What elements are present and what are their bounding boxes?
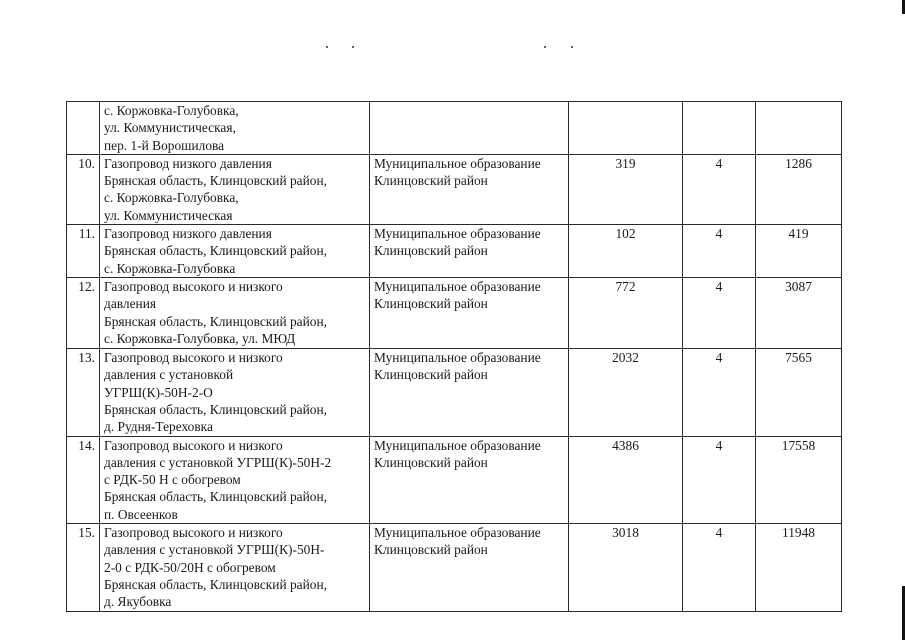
table-row (67, 154, 842, 224)
scan-speck (544, 46, 546, 48)
owner-line: Клинцовский район (374, 542, 488, 558)
table-row (67, 524, 842, 611)
row-number-cell: 14. (67, 436, 100, 523)
scan-speck (326, 46, 328, 48)
pipeline-name-cell (100, 154, 370, 224)
table-row (67, 225, 842, 278)
pipeline-name-cell (100, 436, 370, 523)
owner-line: Клинцовский район (374, 243, 488, 259)
row-number-cell: 11. (67, 225, 100, 278)
value-cell: 11948 (756, 524, 842, 611)
owner-line: Муниципальное образование (374, 226, 541, 242)
name-line: с. Коржовка-Голубовка, (104, 103, 239, 118)
name-line: Газопровод низкого давления (104, 155, 272, 171)
pipeline-name-cell (100, 102, 370, 155)
owner-cell (370, 225, 569, 278)
owner-line: Муниципальное образование (374, 155, 541, 171)
length-cell: 772 (569, 278, 683, 349)
row-number-cell: 10. (67, 154, 100, 224)
pipeline-name-cell (100, 524, 370, 611)
owner-line: Клинцовский район (374, 454, 488, 470)
owner-line: Муниципальное образование (374, 350, 541, 366)
table-row (67, 102, 842, 155)
table-body (67, 102, 842, 612)
pipeline-name-cell (100, 349, 370, 436)
name-line: Брянская область, Клинцовский район, (104, 489, 327, 505)
owner-cell (370, 524, 569, 611)
value-cell (756, 102, 842, 155)
row-number-cell: 12. (67, 278, 100, 349)
row-number-cell: 13. (67, 349, 100, 436)
value-cell: 1286 (756, 154, 842, 224)
owner-line: Клинцовский район (374, 367, 488, 383)
owner-line: Муниципальное образование (374, 437, 541, 453)
name-line: Брянская область, Клинцовский район, (104, 243, 327, 259)
scan-speck (571, 46, 573, 48)
name-line: с РДК-50 Н с обогревом (104, 472, 241, 488)
length-cell: 4386 (569, 436, 683, 523)
table-row (67, 349, 842, 436)
name-line: Газопровод низкого давления (104, 226, 272, 242)
value-cell: 7565 (756, 349, 842, 436)
name-line: давления с установкой (104, 367, 234, 383)
name-line: п. Овсеенков (104, 506, 178, 522)
scan-speck (352, 46, 354, 48)
name-line: д. Рудня-Тереховка (104, 419, 213, 435)
category-cell: 4 (683, 225, 756, 278)
category-cell: 4 (683, 436, 756, 523)
category-cell (683, 102, 756, 155)
length-cell: 319 (569, 154, 683, 224)
name-line: с. Коржовка-Голубовка, (104, 190, 239, 206)
owner-line: Муниципальное образование (374, 279, 541, 295)
name-line: с. Коржовка-Голубовка (104, 260, 236, 276)
value-cell: 3087 (756, 278, 842, 349)
name-line: пер. 1-й Ворошилова (104, 137, 225, 153)
name-line: давления с установкой УГРШ(К)-50Н- (104, 542, 325, 558)
length-cell (569, 102, 683, 155)
owner-line: Клинцовский район (374, 173, 488, 189)
table-row (67, 436, 842, 523)
name-line: Газопровод высокого и низкого (104, 437, 283, 453)
table-row (67, 278, 842, 349)
name-line: ул. Коммунистическая (104, 207, 233, 223)
length-cell: 3018 (569, 524, 683, 611)
value-cell: 17558 (756, 436, 842, 523)
name-line: Брянская область, Клинцовский район, (104, 173, 327, 189)
owner-cell (370, 349, 569, 436)
name-line: Газопровод высокого и низкого (104, 525, 283, 541)
gas-pipeline-registry-table (66, 101, 842, 612)
length-cell: 102 (569, 225, 683, 278)
pipeline-name-cell (100, 225, 370, 278)
name-line: УГРШ(К)-50Н-2-О (104, 384, 213, 400)
owner-cell (370, 278, 569, 349)
name-line: ул. Коммунистическая, (104, 120, 236, 136)
owner-line: Муниципальное образование (374, 525, 541, 541)
owner-line: Клинцовский район (374, 296, 488, 312)
name-line: Брянская область, Клинцовский район, (104, 313, 327, 329)
name-line: Брянская область, Клинцовский район, (104, 576, 327, 592)
name-line: давления (104, 296, 157, 312)
owner-cell (370, 436, 569, 523)
name-line: давления с установкой УГРШ(К)-50Н-2 (104, 454, 332, 470)
category-cell: 4 (683, 349, 756, 436)
row-number-cell: 15. (67, 524, 100, 611)
name-line: д. Якубовка (104, 594, 172, 610)
category-cell: 4 (683, 524, 756, 611)
row-number-cell (67, 102, 100, 155)
name-line: Газопровод высокого и низкого (104, 350, 283, 366)
name-line: с. Коржовка-Голубовка, ул. МЮД (104, 330, 296, 346)
name-line: 2-0 с РДК-50/20Н с обогревом (104, 559, 276, 575)
category-cell: 4 (683, 154, 756, 224)
name-line: Брянская область, Клинцовский район, (104, 401, 327, 417)
name-line: Газопровод высокого и низкого (104, 279, 283, 295)
value-cell: 419 (756, 225, 842, 278)
category-cell: 4 (683, 278, 756, 349)
length-cell: 2032 (569, 349, 683, 436)
pipeline-name-cell (100, 278, 370, 349)
owner-cell (370, 102, 569, 155)
owner-cell (370, 154, 569, 224)
